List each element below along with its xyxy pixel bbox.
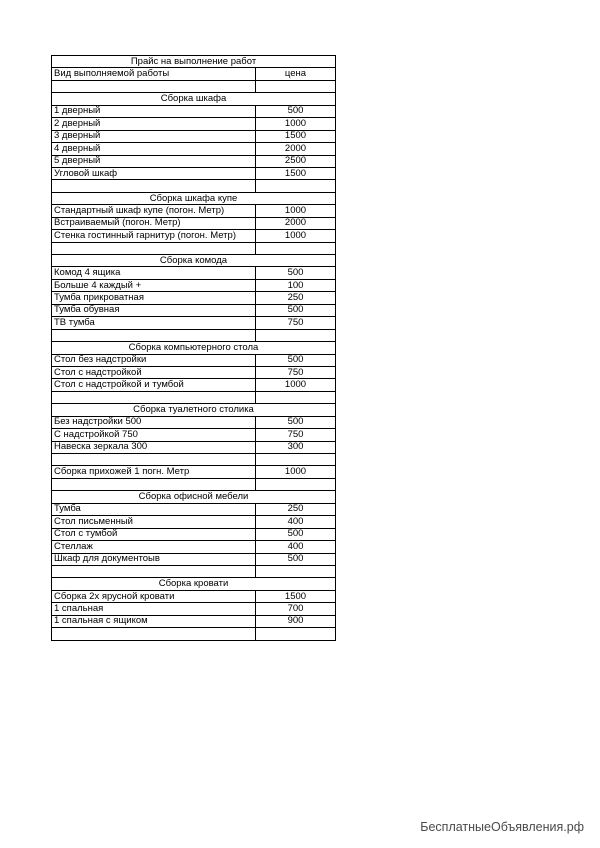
section-row xyxy=(52,578,336,590)
price-row xyxy=(52,354,336,366)
work-price: 500 xyxy=(256,304,336,316)
section-row xyxy=(52,93,336,105)
blank-cell xyxy=(52,628,256,640)
price-table-body xyxy=(52,56,336,641)
blank-cell xyxy=(52,180,256,192)
work-name: 3 дверный xyxy=(52,130,256,142)
price-row xyxy=(52,615,336,627)
header-work: Вид выполняемой работы xyxy=(52,68,256,80)
work-price: 1000 xyxy=(256,118,336,130)
work-name: Больше 4 каждый + xyxy=(52,279,256,291)
work-price: 2000 xyxy=(256,217,336,229)
work-name: Стол с тумбой xyxy=(52,528,256,540)
work-name: 1 спальная xyxy=(52,603,256,615)
price-row xyxy=(52,503,336,515)
blank-cell xyxy=(52,329,256,341)
work-price: 500 xyxy=(256,267,336,279)
price-row xyxy=(52,105,336,117)
section-title: Сборка шкафа xyxy=(52,93,336,105)
blank-row xyxy=(52,628,336,640)
section-row xyxy=(52,342,336,354)
price-row xyxy=(52,143,336,155)
work-name: Встраиваемый (погон. Метр) xyxy=(52,217,256,229)
work-name: С надстройкой 750 xyxy=(52,429,256,441)
work-name: 1 спальная с ящиком xyxy=(52,615,256,627)
work-name: 2 дверный xyxy=(52,118,256,130)
price-table xyxy=(51,55,336,641)
work-price: 1000 xyxy=(256,230,336,242)
work-price: 1000 xyxy=(256,466,336,478)
section-title: Сборка кровати xyxy=(52,578,336,590)
work-price: 500 xyxy=(256,354,336,366)
price-row xyxy=(52,541,336,553)
work-price: 500 xyxy=(256,105,336,117)
work-price: 700 xyxy=(256,603,336,615)
work-name: Стол письменный xyxy=(52,516,256,528)
blank-cell xyxy=(256,80,336,92)
work-price: 100 xyxy=(256,279,336,291)
table-title: Прайс на выполнение работ xyxy=(52,56,336,68)
section-title: Сборка компьютерного стола xyxy=(52,342,336,354)
work-price: 750 xyxy=(256,317,336,329)
work-name: Шкаф для документоыв xyxy=(52,553,256,565)
blank-cell xyxy=(256,180,336,192)
price-row xyxy=(52,267,336,279)
blank-row xyxy=(52,391,336,403)
work-price: 2000 xyxy=(256,143,336,155)
work-name: 4 дверный xyxy=(52,143,256,155)
price-row xyxy=(52,466,336,478)
work-price: 1500 xyxy=(256,130,336,142)
blank-cell xyxy=(52,242,256,254)
work-name: Стеллаж xyxy=(52,541,256,553)
price-row xyxy=(52,590,336,602)
blank-cell xyxy=(256,454,336,466)
price-row xyxy=(52,441,336,453)
work-price: 750 xyxy=(256,366,336,378)
work-name: Тумба обувная xyxy=(52,304,256,316)
blank-cell xyxy=(256,329,336,341)
section-row xyxy=(52,404,336,416)
work-name: 5 дверный xyxy=(52,155,256,167)
section-title: Сборка шкафа купе xyxy=(52,192,336,204)
price-row xyxy=(52,379,336,391)
price-row xyxy=(52,528,336,540)
blank-cell xyxy=(256,628,336,640)
work-price: 1000 xyxy=(256,205,336,217)
price-row xyxy=(52,118,336,130)
site-watermark: БесплатныеОбъявления.рф xyxy=(420,820,584,834)
blank-row xyxy=(52,565,336,577)
price-row xyxy=(52,516,336,528)
price-row xyxy=(52,130,336,142)
price-row xyxy=(52,366,336,378)
blank-cell xyxy=(256,478,336,490)
work-name: Стол с надстройкой xyxy=(52,366,256,378)
blank-cell xyxy=(52,478,256,490)
work-name: 1 дверный xyxy=(52,105,256,117)
price-row xyxy=(52,317,336,329)
work-name: Комод 4 ящика xyxy=(52,267,256,279)
work-price: 400 xyxy=(256,541,336,553)
work-name: Стандартный шкаф купе (погон. Метр) xyxy=(52,205,256,217)
section-title: Сборка комода xyxy=(52,255,336,267)
work-name: Тумба прикроватная xyxy=(52,292,256,304)
blank-cell xyxy=(52,565,256,577)
work-name: Стол с надстройкой и тумбой xyxy=(52,379,256,391)
price-row xyxy=(52,205,336,217)
title-row xyxy=(52,56,336,68)
work-name: Навеска зеркала 300 xyxy=(52,441,256,453)
blank-cell xyxy=(256,565,336,577)
work-price: 400 xyxy=(256,516,336,528)
work-name: Угловой шкаф xyxy=(52,167,256,179)
work-price: 900 xyxy=(256,615,336,627)
work-price: 1500 xyxy=(256,167,336,179)
blank-row xyxy=(52,329,336,341)
work-name: Стол без надстройки xyxy=(52,354,256,366)
price-row xyxy=(52,167,336,179)
section-row xyxy=(52,255,336,267)
price-row xyxy=(52,553,336,565)
blank-cell xyxy=(256,391,336,403)
work-price: 1500 xyxy=(256,590,336,602)
work-name: Тумба xyxy=(52,503,256,515)
work-name: Стенка гостинный гарнитур (погон. Метр) xyxy=(52,230,256,242)
price-row xyxy=(52,155,336,167)
price-row xyxy=(52,217,336,229)
work-name: ТВ тумба xyxy=(52,317,256,329)
price-row xyxy=(52,230,336,242)
blank-cell xyxy=(256,242,336,254)
blank-cell xyxy=(52,80,256,92)
work-name: Без надстройки 500 xyxy=(52,416,256,428)
header-price: цена xyxy=(256,68,336,80)
price-row xyxy=(52,292,336,304)
blank-cell xyxy=(52,391,256,403)
section-title: Сборка офисной мебели xyxy=(52,491,336,503)
blank-row xyxy=(52,478,336,490)
section-title: Сборка туалетного столика xyxy=(52,404,336,416)
section-row xyxy=(52,192,336,204)
work-name: Сборка прихожей 1 погн. Метр xyxy=(52,466,256,478)
work-price: 500 xyxy=(256,416,336,428)
blank-row xyxy=(52,242,336,254)
price-row xyxy=(52,279,336,291)
section-row xyxy=(52,491,336,503)
header-row xyxy=(52,68,336,80)
work-price: 300 xyxy=(256,441,336,453)
blank-row xyxy=(52,80,336,92)
work-price: 250 xyxy=(256,292,336,304)
price-row xyxy=(52,603,336,615)
price-row xyxy=(52,304,336,316)
work-price: 2500 xyxy=(256,155,336,167)
blank-row xyxy=(52,454,336,466)
work-price: 1000 xyxy=(256,379,336,391)
blank-cell xyxy=(52,454,256,466)
work-price: 750 xyxy=(256,429,336,441)
work-price: 500 xyxy=(256,528,336,540)
work-price: 250 xyxy=(256,503,336,515)
work-price: 500 xyxy=(256,553,336,565)
blank-row xyxy=(52,180,336,192)
work-name: Сборка 2х ярусной кровати xyxy=(52,590,256,602)
price-row xyxy=(52,429,336,441)
price-row xyxy=(52,416,336,428)
